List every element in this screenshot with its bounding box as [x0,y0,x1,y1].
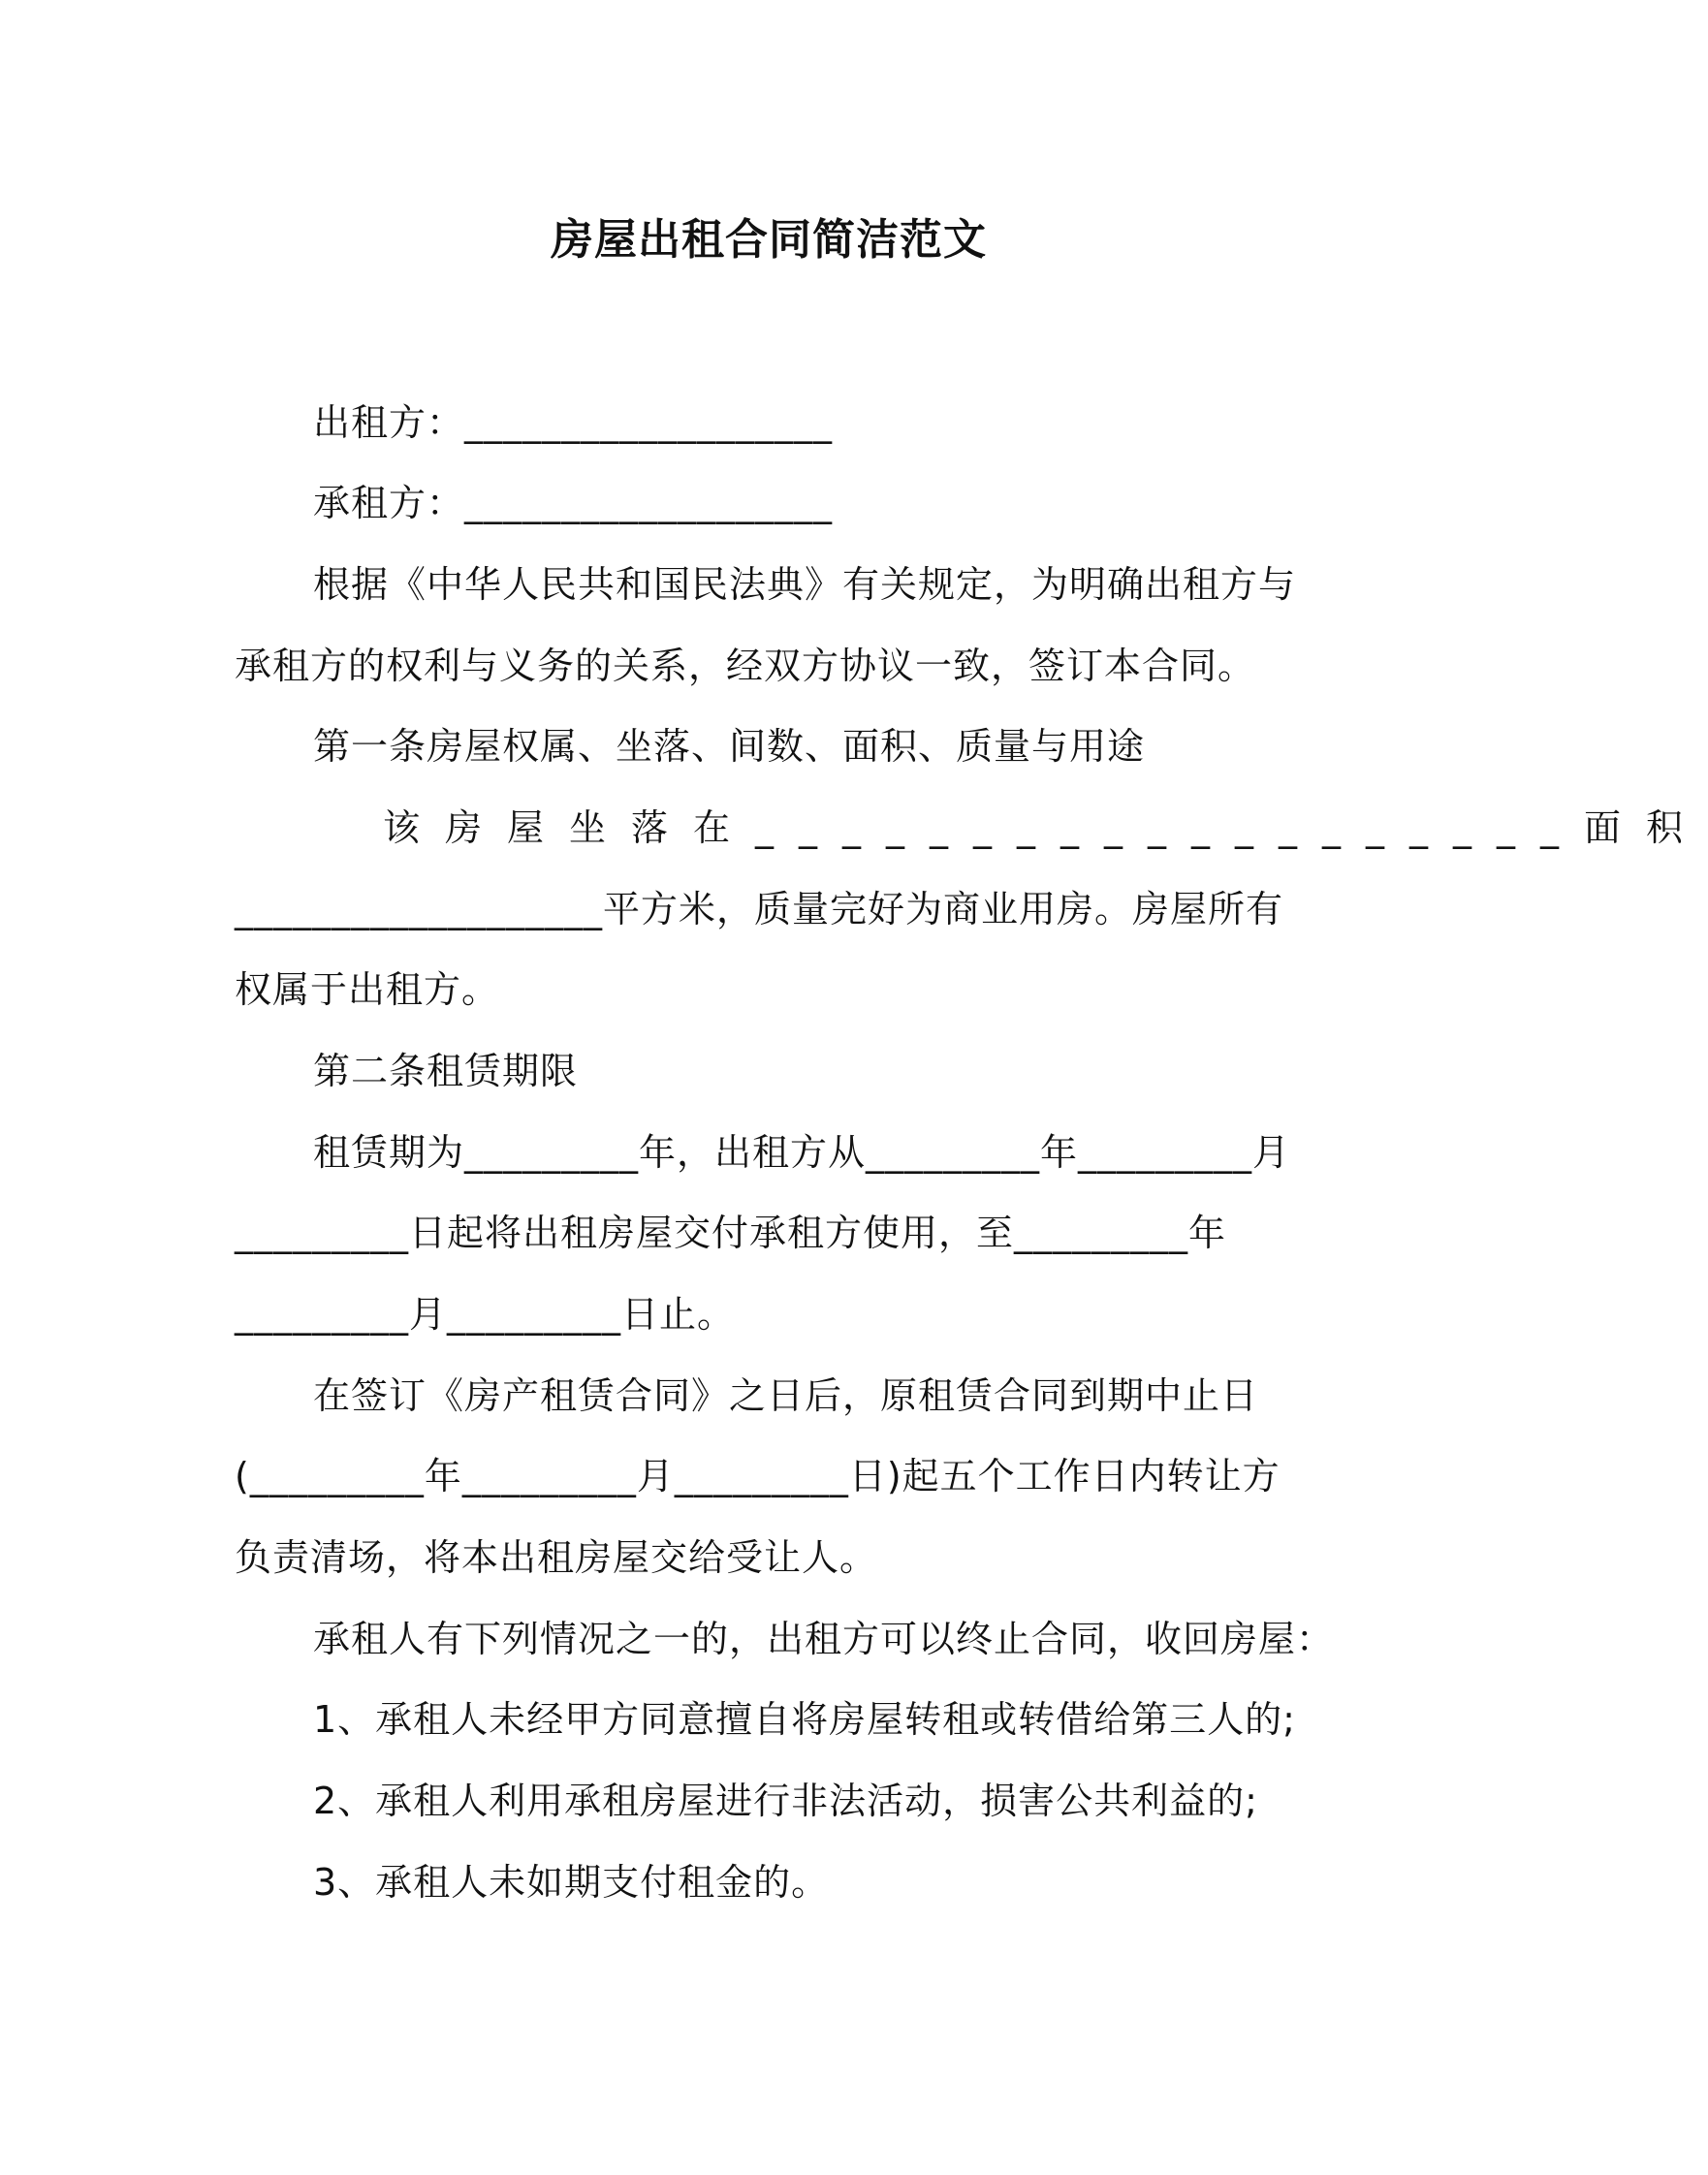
article-1-line-1: 该房屋坐落在___________________面积 [383,806,1708,849]
lessor-line: 出租方：___________________ [313,401,834,444]
article-1-heading: 第一条房屋权属、坐落、间数、面积、质量与用途 [313,725,1146,768]
article-2-line-1: 租赁期为_________年，出租方从_________年_________月 [313,1131,1291,1174]
termination-item-2: 2、承租人利用承租房屋进行非法活动，损害公共利益的; [313,1780,1258,1822]
termination-heading: 承租人有下列情况之一的，出租方可以终止合同，收回房屋： [313,1618,1335,1660]
document-title: 房屋出租合同简洁范文 [551,215,987,265]
article-1-line-2: ___________________平方米，质量完好为商业用房。房屋所有 [235,888,1284,930]
article-2-line-3: _________月_________日止。 [235,1293,736,1336]
preamble-line-1: 根据《中华人民共和国民法典》有关规定，为明确出租方与 [313,563,1297,606]
clearance-line-3: 负责清场，将本出租房屋交给受让人。 [235,1536,878,1579]
termination-item-3: 3、承租人未如期支付租金的。 [313,1861,830,1904]
article-2-heading: 第二条租赁期限 [313,1050,579,1092]
clearance-line-1: 在签订《房产租赁合同》之日后，原租赁合同到期中止日 [313,1374,1259,1417]
preamble-line-2: 承租方的权利与义务的关系，经双方协议一致，签订本合同。 [235,645,1256,687]
termination-item-1: 1、承租人未经甲方同意擅自将房屋转租或转借给第三人的; [313,1698,1296,1741]
clearance-line-2: (_________年_________月_________日)起五个工作日内转让方 [235,1455,1281,1497]
article-1-line-3: 权属于出租方。 [235,968,500,1011]
lessee-line: 承租方：___________________ [313,482,834,524]
article-2-line-2: _________日起将出租房屋交付承租方使用，至_________年 [235,1212,1227,1254]
